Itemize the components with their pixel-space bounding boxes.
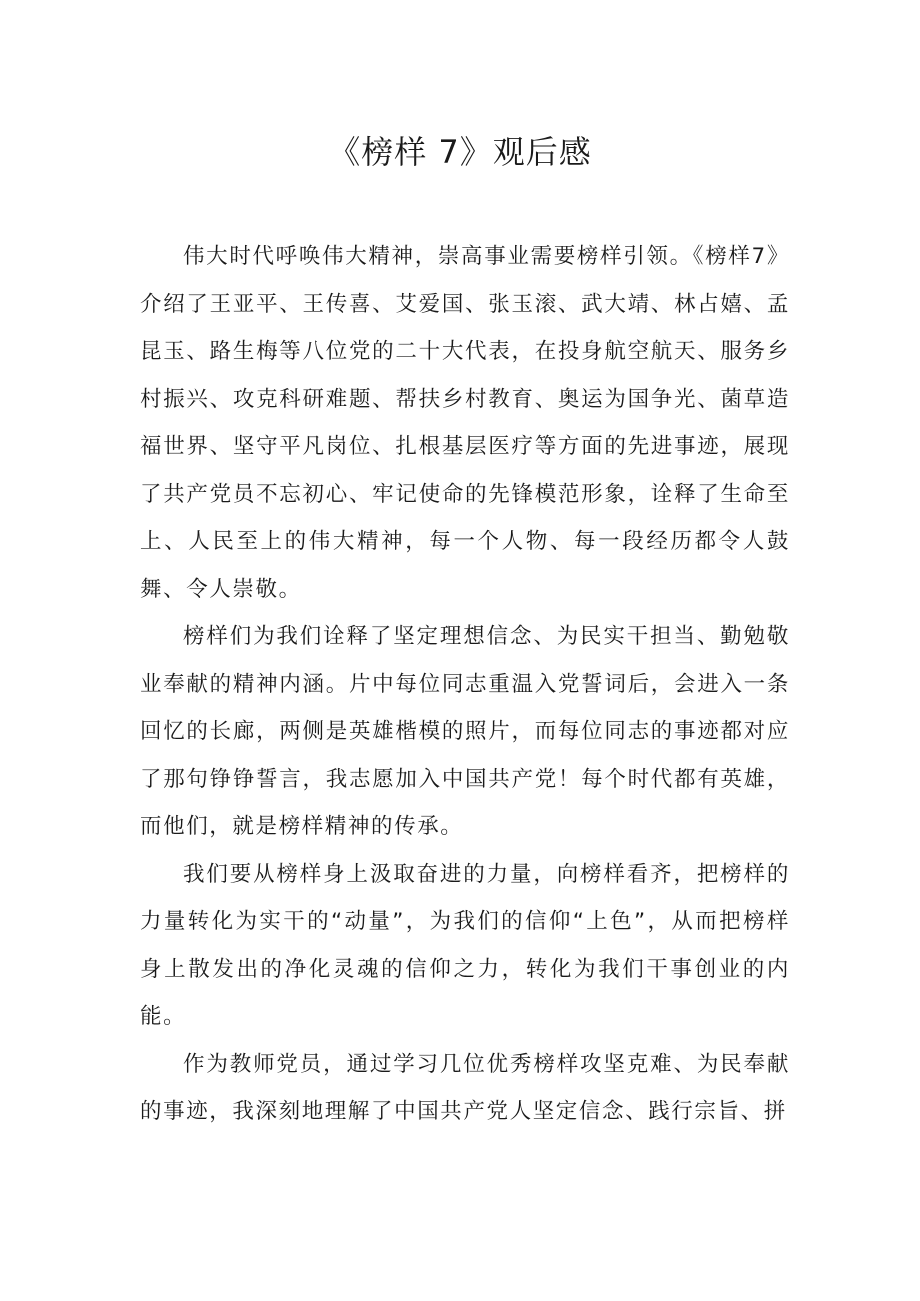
- paragraph-3: 我们要从榜样身上汲取奋进的力量，向榜样看齐，把榜样的力量转化为实干的“动量”，为我们的信仰“上色”，从而把榜样身上散发出的净化灵魂的信仰之力，转化为我们干事创业的内能。: [140, 861, 790, 1029]
- paragraph-2: 榜样们为我们诠释了坚定理想信念、为民实干担当、勤勉敬业奉献的精神内涵。片中每位同志重温入党誓词后，会进入一条回忆的长廊，两侧是英雄楷模的照片，而每位同志的事迹都对应了那句铮铮誓言，我志愿加入中国共产党！每个时代都有英雄，而他们，就是榜样精神的传承。: [140, 624, 790, 839]
- document-body: [140, 233, 790, 1136]
- paragraph-1: 伟大时代呼唤伟大精神，崇高事业需要榜样引领。《榜样7》介绍了王亚平、王传喜、艾爱国、张玉滚、武大靖、林占嬉、孟昆玉、路生梅等八位党的二十大代表，在投身航空航天、服务乡村振兴、攻克科研难题、帮扶乡村教育、奥运为国争光、菌草造福世界、坚守平凡岗位、扎根基层医疗等方面的先进事迹，展现了共产党员不忘初心、牢记使命的先锋模范形象，诠释了生命至上、人民至上的伟大精神，每一个人物、每一段经历都令人鼓舞、令人崇敬。: [140, 244, 790, 602]
- paragraph-4: 作为教师党员，通过学习几位优秀榜样攻坚克难、为民奉献的事迹，我深刻地理解了中国共产党人坚定信念、践行宗旨、拼: [140, 1051, 790, 1124]
- page-title: 《榜样 7》观后感: [328, 133, 592, 171]
